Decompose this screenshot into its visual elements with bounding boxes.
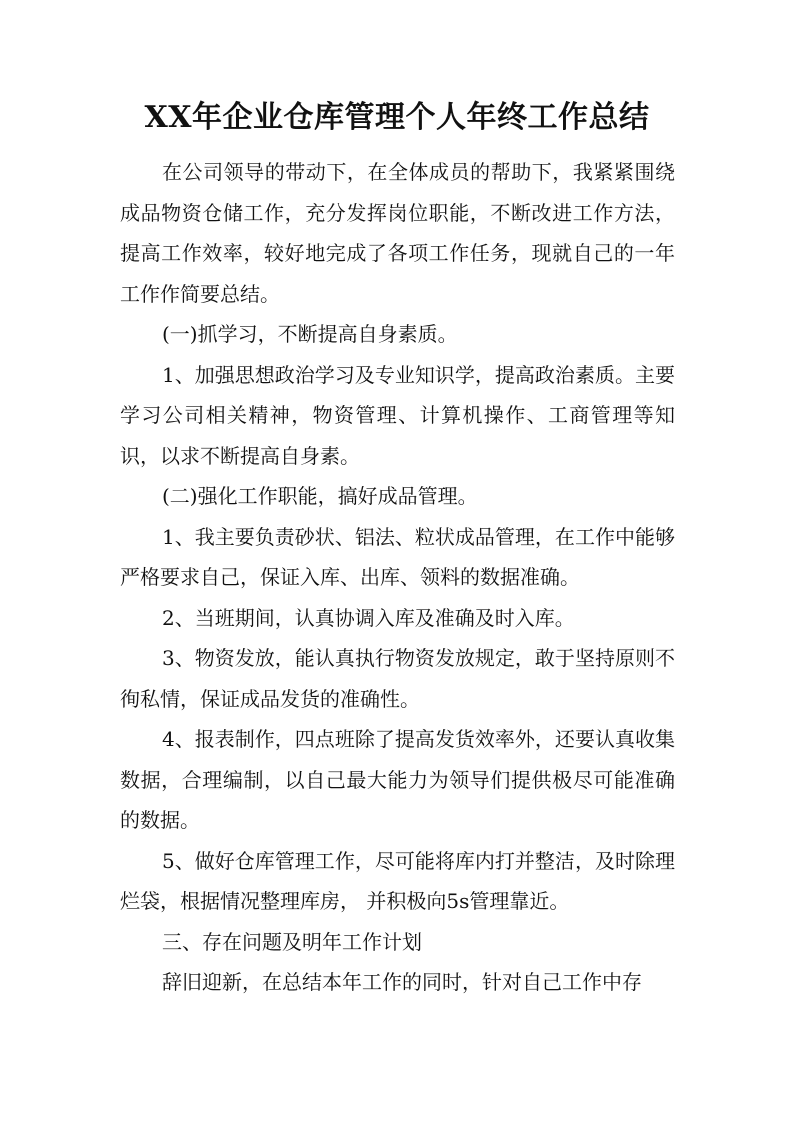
section-heading-plans: 三、存在问题及明年工作计划 <box>162 929 422 954</box>
paragraph-duties-item-5: 5、做好仓库管理工作，尽可能将库内打并整洁，及时除理烂袋，根据情况整理库房， 并积极向5s管理靠近。 <box>120 848 675 913</box>
paragraph-intro: 在公司领导的带动下，在全体成员的帮助下，我紧紧围绕成品物资仓储工作，充分发挥岗位职能，不断改进工作方法，提高工作效率，较好地完成了各项工作任务，现就自己的一年工作作简要总结。 <box>120 160 675 306</box>
section-heading-study: (一)抓学习，不断提高自身素质。 <box>162 322 458 346</box>
section-heading-duties: (二)强化工作职能，搞好成品管理。 <box>162 484 478 508</box>
paragraph-duties-item-3: 3、物资发放，能认真执行物资发放规定，敢于坚持原则不徇私情，保证成品发货的准确性。 <box>120 646 675 711</box>
paragraph-plans-intro: 辞旧迎新，在总结本年工作的同时，针对自己工作中存 <box>162 970 642 994</box>
document-body <box>120 152 675 1003</box>
paragraph-study-item-1: 1、加强思想政治学习及专业知识学，提高政治素质。主要学习公司相关精神，物资管理、计算机操作、工商管理等知识，以求不断提高自身素。 <box>120 362 675 468</box>
document-title: XX年企业仓库管理个人年终工作总结 <box>144 100 650 135</box>
paragraph-duties-item-1: 1、我主要负责砂状、铝法、粒状成品管理，在工作中能够严格要求自己，保证入库、出库、领料的数据准确。 <box>120 524 675 589</box>
paragraph-duties-item-2: 2、当班期间，认真协调入库及准确及时入库。 <box>162 605 575 630</box>
paragraph-duties-item-4: 4、报表制作，四点班除了提高发货效率外，还要认真收集数据，合理编制，以自己最大能力为领导们提供极尽可能准确的数据。 <box>120 727 675 832</box>
